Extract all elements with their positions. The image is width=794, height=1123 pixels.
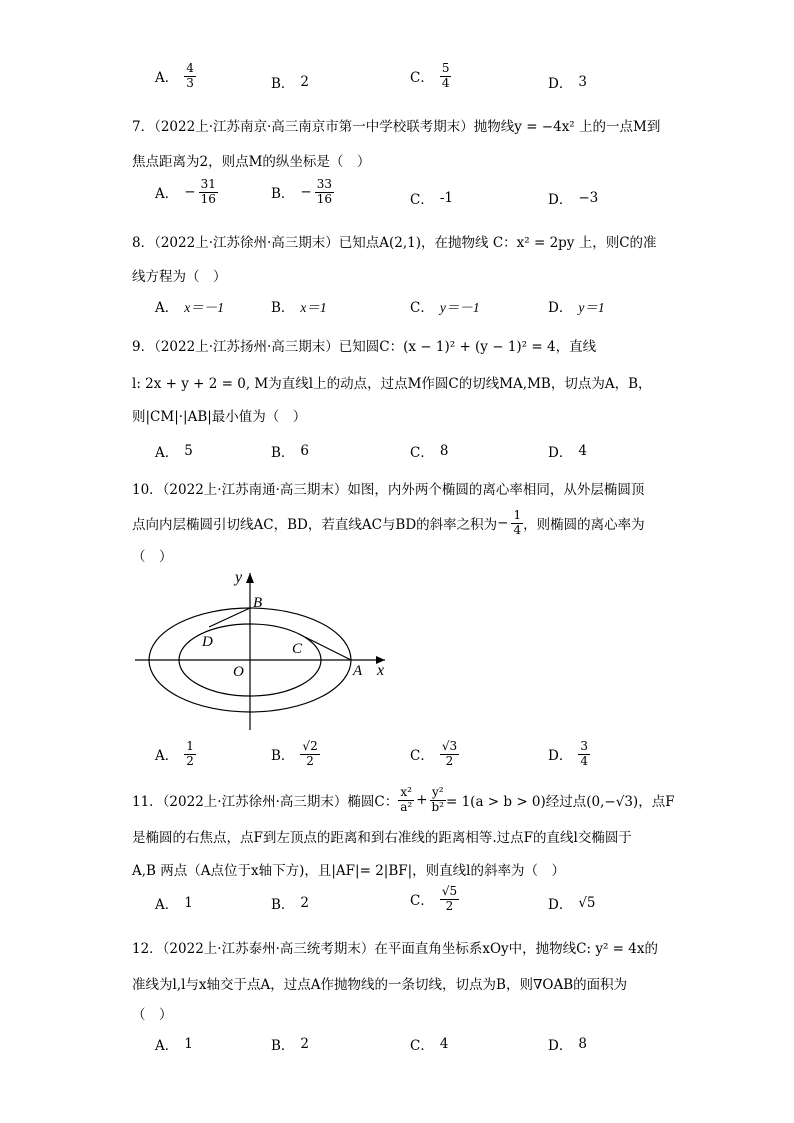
- q9-option-b: B． 6: [271, 443, 310, 461]
- q10-option-b: B． $\frac{√2}{2}$: [271, 739, 318, 768]
- q11-y-fraction: $\frac{\text{y²}}{\text{b²}}$: [431, 785, 444, 814]
- origin-label: O: [233, 664, 244, 680]
- q10-ratio-fraction: $\frac{1}{4}$: [513, 508, 522, 537]
- q10-ratio-sign: −: [497, 515, 509, 532]
- q8-option-c: C． y＝－1: [410, 300, 480, 316]
- q11-line1-text-b: = 1(a > b > 0)经过点(0,−√3)，点F: [445, 794, 675, 811]
- q8-line2: 线方程为（ ）: [132, 269, 227, 285]
- q7-line2: 焦点距离为2，则点M的纵坐标是（ ）: [132, 154, 371, 170]
- q9-line2: l: 2x + y + 2 = 0, M为直线l上的动点，过点M作圆C的切线MA,MB，切点为A，B，: [132, 376, 652, 392]
- q6-options: [0, 62, 794, 102]
- q7-option-b: B． − $\frac{33}{16}$: [271, 177, 333, 206]
- q8-option-b: B． x＝1: [271, 300, 327, 316]
- q9-line1: 9．（2022上·江苏扬州·高三期末）已知圆C：(x − 1)² + (y − 1)² = 4，直线: [132, 339, 597, 355]
- q8-option-d: D． y＝1: [548, 300, 605, 316]
- q9-option-c: C． 8: [410, 443, 449, 461]
- q12-option-c: C． 4: [410, 1036, 449, 1054]
- q12-option-b: B． 2: [271, 1036, 310, 1054]
- q10-line2-text-b: ，则椭圆的离心率为: [523, 517, 645, 534]
- q7-option-c: C． -1: [410, 190, 453, 208]
- q12-line3: （ ）: [132, 1007, 173, 1023]
- q9-options: [0, 441, 794, 481]
- point-c-label: C: [292, 641, 303, 657]
- q6-option-d: D． 3: [548, 74, 587, 92]
- q7-option-d: D． −3: [548, 190, 599, 208]
- q7-line1: 7．（2022上·江苏南京·高三南京市第一中学校联考期末）抛物线y = −4x² 上的一点M到: [132, 119, 661, 135]
- y-axis-arrow-icon: [246, 573, 254, 583]
- q10-option-c: C． $\frac{√3}{2}$: [410, 739, 458, 768]
- q6-option-b: B． 2: [271, 74, 310, 92]
- y-axis-label: y: [235, 569, 243, 586]
- q11-option-d: D． √5: [548, 895, 596, 913]
- q8-options: [0, 296, 794, 336]
- q12-option-d: D． 8: [548, 1036, 587, 1054]
- q6-option-a: A． $\frac{4}{3}$: [155, 61, 194, 90]
- q9-option-a: A． 5: [155, 443, 193, 461]
- q10-option-d: D． $\frac{3}{4}$: [548, 739, 588, 768]
- point-a-label: A: [353, 663, 363, 679]
- q12-option-a: A． 1: [155, 1036, 193, 1054]
- q11-option-a: A． 1: [155, 895, 193, 913]
- x-axis-label: x: [377, 662, 385, 679]
- q11-options: [0, 885, 794, 925]
- q10-ellipse-figure: [130, 565, 390, 735]
- q8-line1: 8．（2022上·江苏徐州·高三期末）已知点A(2,1)，在抛物线 C：x² = 2py 上，则C的准: [132, 235, 657, 251]
- point-d-label: D: [202, 634, 213, 650]
- q9-line3: 则|CM|·|AB|最小值为（ ）: [132, 409, 307, 425]
- q7-option-a: A． − $\frac{31}{16}$: [155, 177, 216, 206]
- q10-line2-text-a: 点向内层椭圆引切线AC，BD，若直线AC与BD的斜率之积为: [132, 517, 498, 534]
- q10-options: [0, 740, 794, 780]
- q11-line2: 是椭圆的右焦点，点F到左顶点的距离和到右准线的距离相等.过点F的直线l交椭圆于: [132, 830, 632, 846]
- q11-plus: +: [416, 792, 428, 809]
- point-b-label: B: [253, 595, 263, 611]
- q11-line3: A,B 两点（A点位于x轴下方)，且|AF|= 2|BF|，则直线l的斜率为（ ）: [132, 863, 565, 879]
- q6-option-c: C． $\frac{5}{4}$: [410, 61, 450, 90]
- q10-line3: （ ）: [132, 549, 173, 565]
- q10-line1: 10．（2022上·江苏南通·高三期末）如图，内外两个椭圆的离心率相同，从外层椭圆顶: [132, 482, 645, 498]
- q8-option-a: A． x＝－1: [155, 300, 224, 316]
- q11-line1-text-a: 11．（2022上·江苏徐州·高三期末）椭圆C：: [132, 794, 399, 811]
- q12-line2: 准线为l,l与x轴交于点A，过点A作抛物线的一条切线，切点为B，则∇OAB的面积为: [132, 977, 628, 993]
- q9-option-d: D． 4: [548, 443, 587, 461]
- q11-line1: [132, 786, 675, 815]
- q10-line2: [132, 509, 645, 538]
- q11-option-b: B． 2: [271, 895, 310, 913]
- q10-option-a: A． $\frac{1}{2}$: [155, 739, 194, 768]
- q11-x-fraction: $\frac{\text{x²}}{\text{a²}}$: [400, 785, 413, 814]
- q7-options: [0, 178, 794, 218]
- q11-option-c: C． $\frac{√5}{2}$: [410, 884, 458, 913]
- q12-line1: 12．（2022上·江苏泰州·高三统考期末）在平面直角坐标系xOy中，抛物线C: y² = 4x的: [132, 941, 658, 957]
- q12-options: [0, 1034, 794, 1074]
